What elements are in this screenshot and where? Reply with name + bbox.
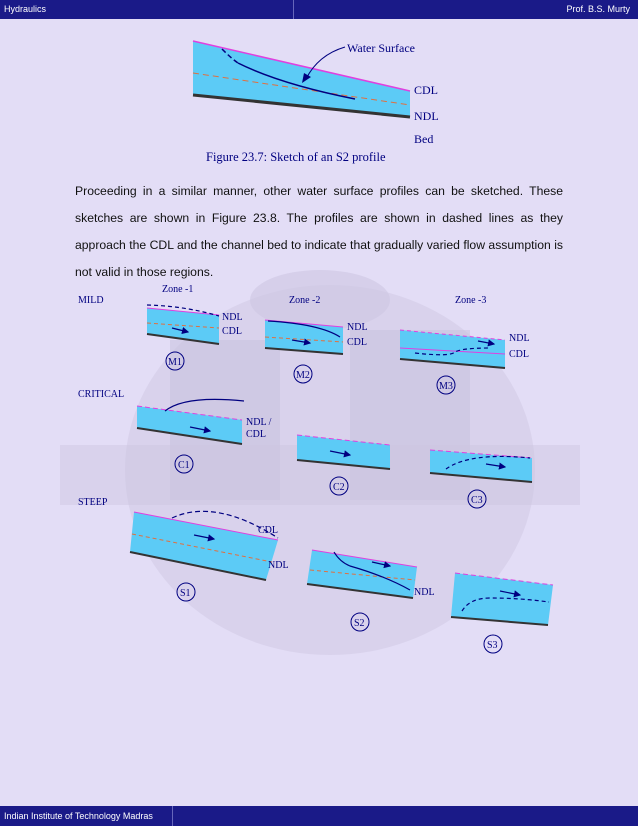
footer-bar xyxy=(0,806,638,826)
m3-cdl-label: CDL xyxy=(509,349,529,360)
profile-m1 xyxy=(147,305,219,344)
header-course-title: Hydraulics xyxy=(4,4,47,14)
m2-ndl-label: NDL xyxy=(347,322,368,333)
header-divider xyxy=(293,0,294,19)
profile-c2 xyxy=(297,435,390,469)
profile-m2 xyxy=(265,320,343,354)
m2-cdl-label: CDL xyxy=(347,337,367,348)
category-critical: CRITICAL xyxy=(78,389,125,400)
label-ndl: NDL xyxy=(414,109,439,123)
c3-id: C3 xyxy=(471,495,483,506)
s1-ndl-label: NDL xyxy=(268,560,289,571)
label-water-surface: Water Surface xyxy=(347,41,415,55)
s2-profile-figure xyxy=(0,19,638,169)
m1-cdl-label: CDL xyxy=(222,326,242,337)
s2-id: S2 xyxy=(354,618,365,629)
profile-s1 xyxy=(130,511,278,580)
figure-caption: Figure 23.7: Sketch of an S2 profile xyxy=(206,150,386,164)
m1-id: M1 xyxy=(168,357,182,368)
s2-ndl-label: NDL xyxy=(414,587,435,598)
profile-c1 xyxy=(137,399,244,444)
c1-id: C1 xyxy=(178,460,190,471)
zone-3-label: Zone -3 xyxy=(455,295,487,306)
c1-ndlcdl-label-1: NDL / xyxy=(246,417,272,428)
profile-c3 xyxy=(430,450,532,482)
category-steep: STEEP xyxy=(78,497,108,508)
label-bed: Bed xyxy=(414,132,434,146)
s3-id: S3 xyxy=(487,640,498,651)
m1-ndl-label: NDL xyxy=(222,312,243,323)
header-author: Prof. B.S. Murty xyxy=(566,4,630,14)
zone-1-label: Zone -1 xyxy=(162,284,194,295)
profile-s2 xyxy=(307,550,417,598)
m3-id: M3 xyxy=(439,381,453,392)
c1-ndlcdl-label-2: CDL xyxy=(246,429,266,440)
m2-id: M2 xyxy=(296,370,310,381)
s1-id: S1 xyxy=(180,588,191,599)
profile-s3 xyxy=(451,573,553,625)
m3-ndl-label: NDL xyxy=(509,333,530,344)
body-paragraph: Proceeding in a similar manner, other water surface profiles can be sketched. These sketches are shown in Figure 23.8. The profiles are shown in dashed lines as they approach the CDL and the channel bed to indicate that gradually varied flow assumption is not valid in those regions. xyxy=(75,184,563,279)
c2-id: C2 xyxy=(333,482,345,493)
footer-institute: Indian Institute of Technology Madras xyxy=(4,811,153,821)
profile-m3 xyxy=(400,330,505,368)
zone-2-label: Zone -2 xyxy=(289,295,321,306)
category-mild: MILD xyxy=(78,295,104,306)
footer-divider xyxy=(172,806,173,826)
profiles-figure xyxy=(0,280,638,660)
s1-cdl-label: CDL xyxy=(258,525,278,536)
header-bar xyxy=(0,0,638,19)
label-cdl: CDL xyxy=(414,83,438,97)
